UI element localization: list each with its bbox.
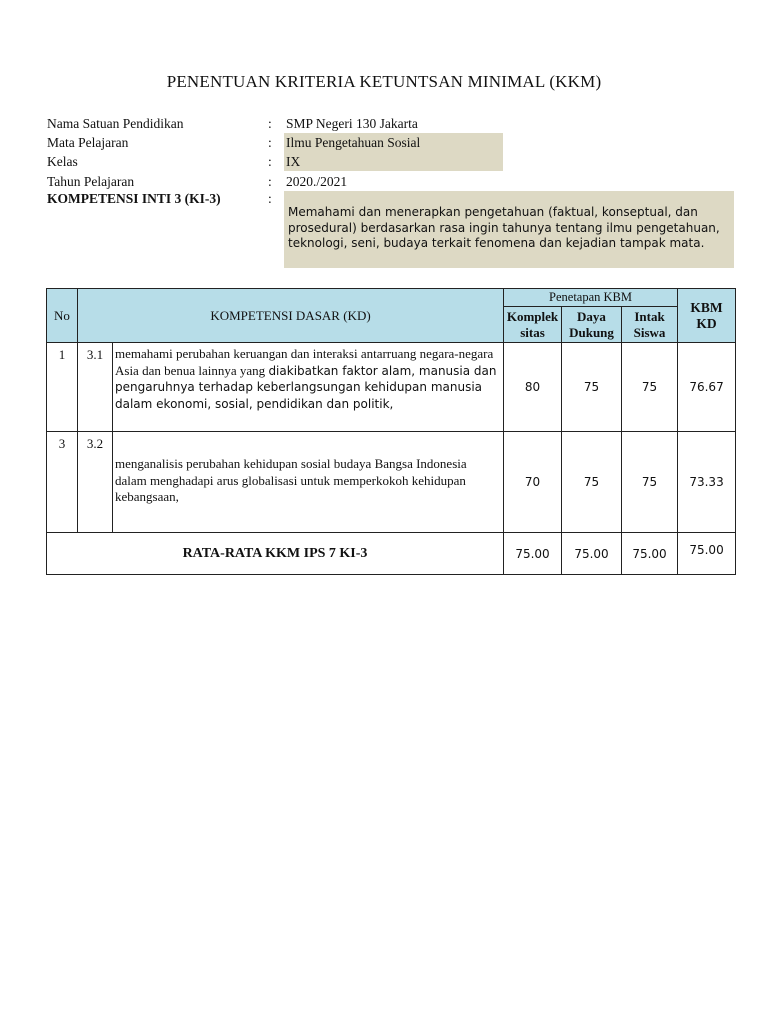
header-kompetensi-dasar: KOMPETENSI DASAR (KD) [78, 289, 504, 343]
kompetensi-inti-text: Memahami dan menerapkan pengetahuan (faktual, konseptual, dan prosedural) berdasarkan rasa ingin tahunya tentang ilmu pengetahuan, teknologi, seni, budaya terkait fenomena dan kejadian tampak mata. [288, 205, 720, 250]
header-kompleksitas-line2: sitas [520, 324, 545, 340]
header-no: No [47, 289, 78, 343]
table-row [47, 432, 736, 533]
header-daya-dukung [562, 307, 622, 343]
header-intak-siswa-line2: Siswa [633, 324, 666, 340]
mata-pelajaran-value: Ilmu Pengetahuan Sosial [286, 135, 421, 150]
header-penetapan-kbm: Penetapan KBM [504, 289, 678, 307]
row-intak-siswa-value: 75 [622, 343, 678, 432]
tahun-pelajaran-label: Tahun Pelajaran [47, 174, 135, 189]
kompetensi-inti-label: KOMPETENSI INTI 3 (KI-3) [47, 191, 221, 206]
average-daya-dukung: 75.00 [562, 533, 622, 575]
header-kbm-kd-line2: KD [696, 315, 717, 331]
row-kd-text [113, 343, 504, 432]
header-kbm-kd [678, 289, 736, 343]
average-kompleksitas: 75.00 [504, 533, 562, 575]
satuan-pendidikan-label: Nama Satuan Pendidikan [47, 116, 184, 131]
row-kd-text-sans: diakibatkan faktor alam, manusia dan pengaruhnya terhadap keberlangsungan kehidupan manusia dalam ekonomi, sosial, pendidikan dan politik, [115, 363, 497, 411]
header-kompleksitas-line1: Komplek [506, 308, 559, 324]
row-kd-code: 3.1 [78, 343, 113, 432]
row-kbm-kd-value: 73.33 [678, 432, 736, 533]
average-intak-siswa: 75.00 [622, 533, 678, 575]
kelas-colon: : [268, 154, 272, 169]
header-kbm-kd-line1: KBM [690, 299, 723, 315]
table-row [47, 343, 736, 432]
kelas-value: IX [286, 154, 301, 169]
row-daya-dukung-value: 75 [562, 343, 622, 432]
row-daya-dukung-value: 75 [562, 432, 622, 533]
row-no: 1 [47, 343, 78, 432]
row-kompleksitas-value: 80 [504, 343, 562, 432]
row-intak-siswa-value: 75 [622, 432, 678, 533]
row-no: 3 [47, 432, 78, 533]
table-header-row [47, 289, 736, 307]
average-row [47, 533, 736, 575]
document-title: PENENTUAN KRITERIA KETUNTSAN MINIMAL (KKM) [166, 72, 602, 91]
average-kbm-kd: 75.00 [678, 533, 736, 575]
row-kd-text [113, 432, 504, 533]
header-kompleksitas [504, 307, 562, 343]
row-kd-text-serif: memahami perubahan keruangan dan interaksi antarruang negara-negara Asia dan benua lainnya yang [115, 346, 494, 378]
mata-pelajaran-label: Mata Pelajaran [47, 135, 129, 150]
mata-pelajaran-colon: : [268, 135, 272, 150]
kkm-table [46, 288, 736, 575]
tahun-pelajaran-colon: : [268, 174, 272, 189]
row-kd-code: 3.2 [78, 432, 113, 533]
header-intak-siswa [622, 307, 678, 343]
satuan-pendidikan-value: SMP Negeri 130 Jakarta [286, 116, 418, 131]
header-intak-siswa-line1: Intak [634, 308, 665, 324]
kelas-label: Kelas [47, 154, 78, 169]
row-kbm-kd-value: 76.67 [678, 343, 736, 432]
row-kd-text-serif: menganalisis perubahan kehidupan sosial budaya Bangsa Indonesia dalam menghadapi arus globalisasi untuk memperkokoh kehidupan kebangsaan, [115, 456, 467, 504]
kompetensi-inti-colon: : [268, 191, 272, 206]
average-label: RATA-RATA KKM IPS 7 KI-3 [47, 533, 504, 575]
header-daya-dukung-line1: Daya [577, 308, 606, 324]
row-kompleksitas-value: 70 [504, 432, 562, 533]
header-daya-dukung-line2: Dukung [569, 324, 614, 340]
satuan-pendidikan-colon: : [268, 116, 272, 131]
tahun-pelajaran-value: 2020./2021 [286, 174, 348, 189]
